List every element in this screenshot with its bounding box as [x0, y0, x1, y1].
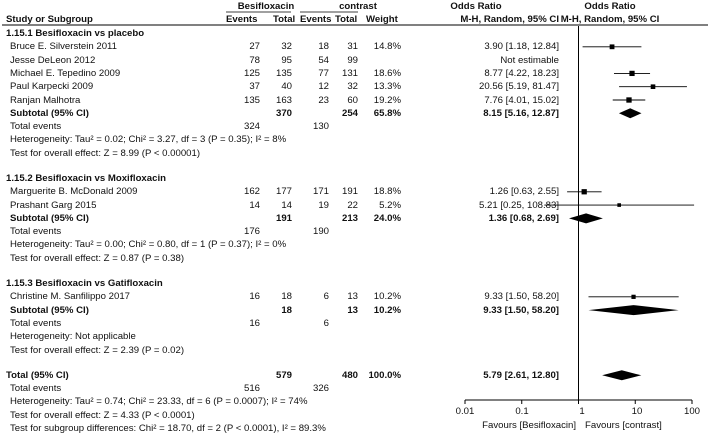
events-b-cell: 326	[312, 383, 329, 395]
point-estimate-square	[582, 189, 587, 194]
subtotal-label: Subtotal (95% CI)	[10, 212, 89, 224]
total-b-cell: 99	[347, 54, 358, 66]
events-a-cell: 16	[249, 291, 260, 303]
events-a-cell: 176	[243, 226, 260, 238]
study-label: Paul Karpecki 2009	[10, 81, 94, 93]
summary-text: Heterogeneity: Tau² = 0.02; Chi² = 3.27, df = 3 (P = 0.35); I² = 8%	[10, 134, 287, 146]
total-b-cell: 213	[341, 212, 358, 224]
events-a-cell: 14	[249, 199, 260, 211]
total-a-cell: 163	[275, 94, 292, 106]
study-label: Christine M. Sanfilippo 2017	[10, 291, 130, 303]
weight-cell: 10.2%	[373, 291, 401, 303]
summary-text: Test for overall effect: Z = 2.39 (P = 0.02)	[10, 344, 185, 356]
or-ci-cell: 20.56 [5.19, 81.47]	[478, 81, 559, 93]
events-b-cell: 6	[323, 317, 329, 329]
events-a-cell: 16	[249, 317, 260, 329]
total-a-cell: 135	[275, 67, 292, 79]
subtotal-label: Subtotal (95% CI)	[10, 304, 89, 316]
total-b-cell: 32	[347, 81, 358, 93]
or-ci-cell: 3.90 [1.18, 12.84]	[484, 41, 559, 53]
summary-text: Heterogeneity: Not applicable	[10, 331, 136, 343]
study-label: Marguerite B. McDonald 2009	[10, 186, 138, 198]
events-a-header: Events	[226, 14, 258, 25]
summary-text: Heterogeneity: Tau² = 0.00; Chi² = 0.80, df = 1 (P = 0.37); I² = 0%	[10, 239, 287, 251]
subgroup-heading: 1.15.2 Besifloxacin vs Moxifloxacin	[6, 172, 166, 184]
or-ci-cell: 5.79 [2.61, 12.80]	[483, 369, 559, 381]
subgroup-heading: 1.15.3 Besifloxacin vs Gatifloxacin	[6, 278, 163, 290]
total-a-cell: 32	[281, 41, 292, 53]
tick-label-0.01: 0.01	[455, 406, 475, 417]
or-ci-cell: 9.33 [1.50, 58.20]	[484, 291, 559, 303]
or-ci-cell: 7.76 [4.01, 15.02]	[484, 94, 559, 106]
events-b-cell: 190	[312, 226, 329, 238]
weight-cell: 100.0%	[368, 369, 401, 381]
tick-label-1: 1	[579, 406, 585, 417]
subtotal-label: Subtotal (95% CI)	[10, 107, 89, 119]
events-a-cell: 125	[243, 67, 260, 79]
summary-text: Test for overall effect: Z = 0.87 (P = 0.38)	[10, 252, 185, 264]
summary-text: Heterogeneity: Tau² = 0.74; Chi² = 23.33, df = 6 (P = 0.0007); I² = 74%	[10, 396, 308, 408]
study-label: Jesse DeLeon 2012	[10, 54, 96, 66]
group-b-header: contrast	[339, 1, 377, 12]
summary-text: Total events	[10, 226, 62, 238]
favours-left-label: Favours [Besifloxacin]	[482, 420, 576, 431]
total-b-cell: 60	[347, 94, 358, 106]
or-method-header: M-H, Random, 95% CI	[460, 14, 559, 25]
pooled-diamond	[602, 370, 641, 380]
group-a-header: Besifloxacin	[237, 1, 295, 12]
events-b-cell: 19	[318, 199, 329, 211]
total-a-cell: 579	[275, 369, 292, 381]
summary-text: Test for overall effect: Z = 8.99 (P < 0.00001)	[10, 147, 201, 159]
events-a-cell: 78	[249, 54, 260, 66]
study-label: Prashant Garg 2015	[10, 199, 97, 211]
pooled-diamond	[619, 108, 642, 118]
weight-cell: 19.2%	[373, 94, 401, 106]
or-ci-cell: 5.21 [0.25, 108.83]	[478, 199, 559, 211]
study-label: Ranjan Malhotra	[10, 94, 81, 106]
events-b-cell: 54	[318, 54, 329, 66]
or-ci-cell: Not estimable	[500, 54, 559, 66]
summary-text: Test for overall effect: Z = 4.33 (P < 0.0001)	[10, 409, 195, 421]
weight-cell: 18.8%	[373, 186, 401, 198]
events-a-cell: 27	[249, 41, 260, 53]
total-b-cell: 131	[341, 67, 358, 79]
weight-cell: 5.2%	[379, 199, 401, 211]
weight-header: Weight	[366, 14, 398, 25]
or-ci-cell: 9.33 [1.50, 58.20]	[483, 304, 559, 316]
weight-cell: 14.8%	[373, 41, 401, 53]
or-ci-cell: 8.15 [5.16, 12.87]	[483, 107, 559, 119]
total-b-cell: 22	[347, 199, 358, 211]
summary-text: Test for subgroup differences: Chi² = 18.70, df = 2 (P < 0.0001), I² = 89.3%	[10, 423, 326, 434]
events-a-cell: 162	[243, 186, 260, 198]
total-a-header: Total	[273, 14, 296, 25]
pooled-diamond	[569, 213, 603, 223]
total-a-cell: 370	[275, 107, 292, 119]
events-b-cell: 171	[312, 186, 329, 198]
total-a-cell: 40	[281, 81, 292, 93]
subtotal-label: Total (95% CI)	[6, 369, 69, 381]
events-a-cell: 516	[243, 383, 260, 395]
point-estimate-square	[626, 97, 631, 102]
tick-label-100: 100	[683, 406, 700, 417]
study-label: Michael E. Tepedino 2009	[10, 67, 121, 79]
events-b-cell: 18	[318, 41, 329, 53]
point-estimate-square	[617, 203, 621, 207]
favours-right-label: Favours [contrast]	[585, 420, 662, 431]
or-ci-cell: 1.26 [0.63, 2.55]	[489, 186, 559, 198]
point-estimate-square	[629, 71, 634, 76]
point-estimate-square	[651, 84, 656, 89]
total-b-cell: 480	[341, 369, 358, 381]
summary-text: Total events	[10, 121, 62, 133]
pooled-diamond	[588, 305, 678, 315]
events-b-cell: 77	[318, 67, 329, 79]
total-b-cell: 31	[347, 41, 358, 53]
or-ci-cell: 1.36 [0.68, 2.69]	[488, 212, 559, 224]
total-b-cell: 13	[347, 304, 358, 316]
study-column-header: Study or Subgroup	[6, 14, 93, 25]
tick-label-10: 10	[631, 406, 643, 417]
weight-cell: 13.3%	[373, 81, 401, 93]
weight-cell: 24.0%	[373, 212, 401, 224]
point-estimate-square	[631, 295, 635, 299]
or-ci-cell: 8.77 [4.22, 18.23]	[484, 67, 559, 79]
total-b-cell: 254	[341, 107, 358, 119]
point-estimate-square	[610, 44, 615, 49]
total-a-cell: 18	[281, 304, 292, 316]
study-label: Bruce E. Silverstein 2011	[10, 41, 118, 53]
weight-cell: 18.6%	[373, 67, 401, 79]
plot-column-title: Odds Ratio	[584, 1, 636, 12]
weight-cell: 10.2%	[373, 304, 401, 316]
total-b-header: Total	[335, 14, 358, 25]
events-b-cell: 6	[323, 291, 329, 303]
events-a-cell: 37	[249, 81, 260, 93]
total-b-cell: 191	[341, 186, 358, 198]
summary-text: Total events	[10, 383, 62, 395]
plot-method-header: M-H, Random, 95% CI	[560, 14, 660, 25]
total-a-cell: 95	[281, 54, 292, 66]
weight-cell: 65.8%	[373, 107, 401, 119]
events-b-cell: 130	[312, 121, 329, 133]
total-a-cell: 191	[275, 212, 292, 224]
events-a-cell: 324	[243, 121, 260, 133]
events-b-header: Events	[300, 14, 332, 25]
subgroup-heading: 1.15.1 Besifloxacin vs placebo	[6, 28, 145, 39]
events-a-cell: 135	[243, 94, 260, 106]
total-a-cell: 18	[281, 291, 292, 303]
total-a-cell: 14	[281, 199, 292, 211]
events-b-cell: 23	[318, 94, 329, 106]
total-b-cell: 13	[347, 291, 358, 303]
events-b-cell: 12	[318, 81, 329, 93]
total-a-cell: 177	[275, 186, 292, 198]
tick-label-0.1: 0.1	[515, 406, 529, 417]
summary-text: Total events	[10, 317, 62, 329]
or-column-title: Odds Ratio	[450, 1, 502, 12]
